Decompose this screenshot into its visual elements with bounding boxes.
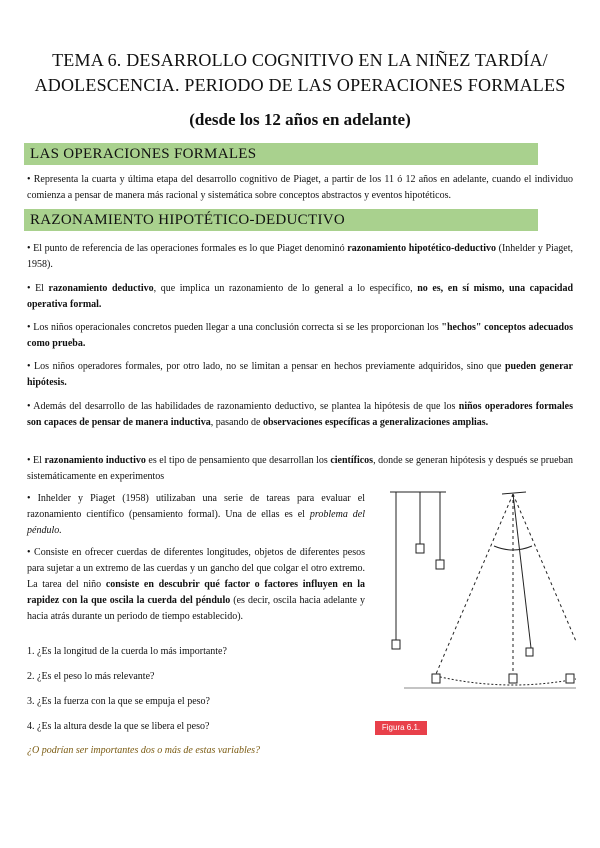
paragraph-problema-pendulo: • Inhelder y Piaget (1958) utilizaban una serie de tareas para evaluar el razonamiento científico (pensamiento formal). Una de ellas es el problema del péndulo. bbox=[27, 493, 365, 536]
weight-4 bbox=[432, 674, 440, 683]
weight-6 bbox=[526, 648, 533, 656]
pendulum-swing-line bbox=[513, 494, 531, 648]
weight-3 bbox=[436, 560, 444, 569]
question-2: 2. ¿Es el peso lo más relevante? bbox=[27, 671, 155, 682]
page-subtitle: (desde los 12 años en adelante) bbox=[189, 110, 411, 129]
paragraph-operacionales-concretos: • Los niños operacionales concretos pueden llegar a una conclusión correcta si se les proporcionan los "hechos" conceptos adecuados como prueba. bbox=[27, 322, 573, 349]
section-heading-razonamiento: RAZONAMIENTO HIPOTÉTICO-DEDUCTIVO bbox=[24, 209, 538, 231]
paragraph-razonamiento-inductivo: • El razonamiento inductivo es el tipo de pensamiento que desarrollan los científicos, donde se generan hipótesis y después se prueban sistemáticamente en experimentos bbox=[27, 455, 574, 482]
paragraph-pensamiento-inductivo: • Además del desarrollo de las habilidades de razonamiento deductivo, se plantea la hipótesis de que los niños operadores formales son capaces de pensar de manera inductiva, pasando de observaciones específicas a generalizaciones amplias. bbox=[27, 401, 573, 428]
weight-1 bbox=[392, 640, 400, 649]
figure-caption: Figura 6.1. bbox=[375, 721, 427, 735]
paragraph-razonamiento-deductivo: • El razonamiento deductivo, que implica un razonamiento de lo general a lo específico, no es, en sí mismo, una capacidad operativa formal. bbox=[27, 283, 574, 310]
page-title bbox=[24, 48, 576, 98]
pendulum-left-path bbox=[436, 494, 513, 674]
question-3: 3. ¿Es la fuerza con la que se empuja el peso? bbox=[27, 696, 210, 707]
pendulum-right-path bbox=[513, 494, 576, 674]
paragraph-consiste: • Consiste en ofrecer cuerdas de diferentes longitudes, objetos de diferentes pesos para sujetar a un extremo de las cuerdas y un gancho del que colgar el otro extremo. La tarea del niño consiste en descubrir qué factor o factores influyen en la rapidez con la que oscila la cuerda del péndulo (es decir, oscila hacia adelante y hacia atrás durante un periodo de tiempo establecido). bbox=[27, 547, 366, 622]
weight-7 bbox=[566, 674, 574, 683]
weight-5 bbox=[509, 674, 517, 683]
question-4: 4. ¿Es la altura desde la que se libera el peso? bbox=[27, 721, 210, 732]
weight-2 bbox=[416, 544, 424, 553]
title-line-2: ADOLESCENCIA. PERIODO DE LAS OPERACIONES FORMALES bbox=[34, 75, 566, 95]
paragraph-operadores-formales: • Los niños operadores formales, por otro lado, no se limitan a pensar en hechos previamente adquiridos, sino que pueden generar hipótesis. bbox=[27, 361, 573, 388]
paragraph-definition: • Representa la cuarta y última etapa del desarrollo cognitivo de Piaget, a partir de los 11 ó 12 años en adelante, cuando el individuo comienza a pensar de manera más racional y sistemática sobre conceptos abstractos y eventos hipotéticos. bbox=[27, 174, 573, 201]
closing-question: ¿O podrían ser importantes dos o más de estas variables? bbox=[27, 745, 261, 756]
section-heading-operaciones-formales: LAS OPERACIONES FORMALES bbox=[24, 143, 538, 165]
pendulum-swing-arc bbox=[436, 676, 576, 685]
question-1: 1. ¿Es la longitud de la cuerda lo más importante? bbox=[27, 646, 227, 657]
paragraph-punto-referencia: • El punto de referencia de las operaciones formales es lo que Piaget denominó razonamiento hipotético-deductivo (Inhelder y Piaget, 1958). bbox=[27, 243, 574, 270]
title-line-1: TEMA 6. DESARROLLO COGNITIVO EN LA NIÑEZ TARDÍA/ bbox=[52, 50, 548, 70]
pendulum-figure bbox=[376, 488, 576, 712]
